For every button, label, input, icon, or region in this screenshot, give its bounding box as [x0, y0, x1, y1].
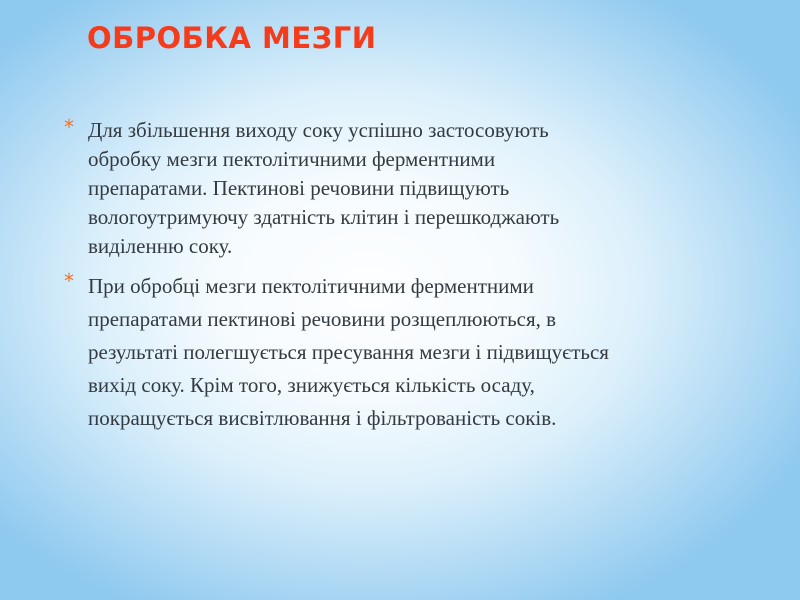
- text-line: вологоутримуючу здатність клітин і перешкоджають: [88, 205, 560, 229]
- text-line: результаті полегшується пресування мезги і підвищується: [88, 340, 609, 364]
- bullet-text: [88, 270, 764, 435]
- bullet-text: [88, 116, 764, 261]
- text-line: вихід соку. Крім того, знижується кількість осаду,: [88, 373, 535, 397]
- bullet-item: [64, 270, 764, 435]
- asterisk-bullet-icon: *: [64, 115, 74, 139]
- bullet-item: [64, 116, 764, 261]
- text-line: обробку мезги пектолітичними ферментними: [88, 147, 496, 171]
- text-line: препаратами. Пектинові речовини підвищують: [88, 176, 510, 200]
- text-line: препаратами пектинові речовини розщеплюються, в: [88, 307, 557, 331]
- text-line: виділенню соку.: [88, 234, 233, 258]
- asterisk-bullet-icon: *: [64, 269, 74, 293]
- bullet-list: [64, 116, 764, 444]
- text-line: покращується висвітлювання і фільтрованість соків.: [88, 406, 557, 430]
- text-line: При обробці мезги пектолітичними ферментними: [88, 274, 534, 298]
- slide-title: ОБРОБКА МЕЗГИ: [87, 21, 377, 55]
- text-line: Для збільшення виходу соку успішно застосовують: [88, 118, 549, 142]
